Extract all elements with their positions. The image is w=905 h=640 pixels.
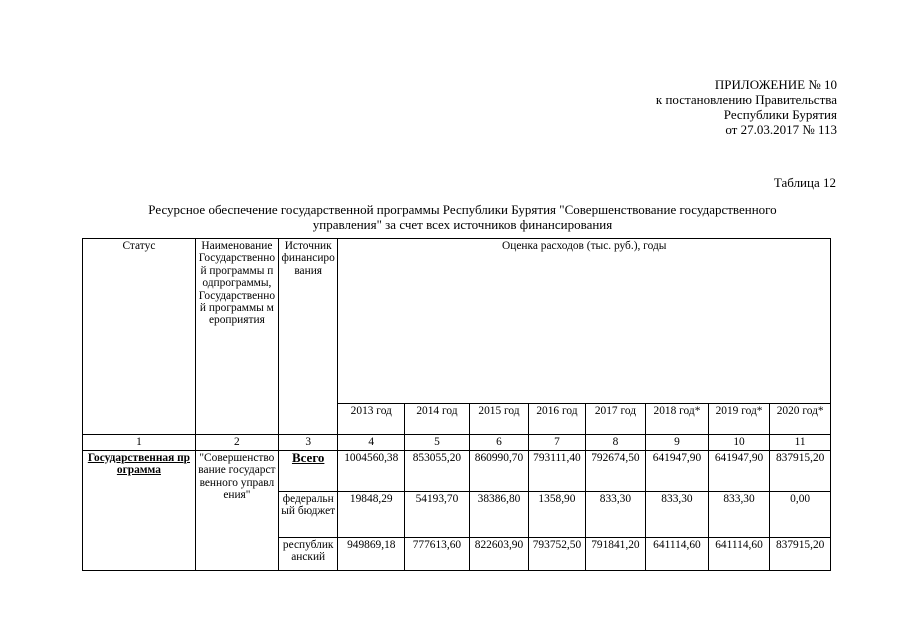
value-cell: 1358,90 (529, 492, 585, 538)
year-cell: 2016 год (529, 404, 585, 435)
column-number: 4 (338, 435, 405, 451)
value-cell: 837915,20 (770, 451, 831, 492)
column-numbers-row (83, 435, 831, 451)
value-cell: 791841,20 (585, 538, 646, 571)
value-cell: 54193,70 (405, 492, 470, 538)
value-cell: 641947,90 (708, 451, 770, 492)
column-number: 2 (195, 435, 278, 451)
year-cell: 2013 год (338, 404, 405, 435)
republic-name: Республики Бурятия (723, 107, 837, 122)
year-cell: 2018 год* (646, 404, 709, 435)
year-cell: 2020 год* (770, 404, 831, 435)
value-cell: 837915,20 (770, 538, 831, 571)
year-cell: 2015 год (469, 404, 529, 435)
value-cell: 833,30 (585, 492, 646, 538)
value-cell: 822603,90 (469, 538, 529, 571)
decree-reference: к постановлению Правительства (655, 92, 837, 107)
value-cell: 793752,50 (529, 538, 585, 571)
column-number: 6 (469, 435, 529, 451)
value-cell: 792674,50 (585, 451, 646, 492)
column-number: 1 (83, 435, 196, 451)
value-cell: 777613,60 (405, 538, 470, 571)
value-cell: 853055,20 (405, 451, 470, 492)
status-cell: Государственная программа (83, 451, 196, 571)
header-status: Статус (83, 239, 196, 435)
header-program-name: Наименование Государственной программы подпрограммы, Государственной программы мероприятия (195, 239, 278, 435)
decree-date: от 27.03.2017 № 113 (725, 122, 837, 137)
document-header (656, 77, 837, 137)
title-line-1: Ресурсное обеспечение государственной программы Республики Бурятия "Совершенствование государственного (148, 202, 777, 217)
column-number: 7 (529, 435, 585, 451)
column-number: 8 (585, 435, 646, 451)
source-republican: республиканский (278, 538, 338, 571)
source-federal: федеральный бюджет (278, 492, 338, 538)
value-cell: 19848,29 (338, 492, 405, 538)
value-cell: 833,30 (708, 492, 770, 538)
column-number: 9 (646, 435, 709, 451)
year-cell: 2014 год (405, 404, 470, 435)
value-cell: 38386,80 (469, 492, 529, 538)
value-cell: 949869,18 (338, 538, 405, 571)
resource-table (82, 238, 831, 571)
value-cell: 641114,60 (708, 538, 770, 571)
value-cell: 860990,70 (469, 451, 529, 492)
value-cell: 1004560,38 (338, 451, 405, 492)
column-number: 3 (278, 435, 338, 451)
value-cell: 0,00 (770, 492, 831, 538)
table-row-total (83, 451, 831, 492)
column-number: 5 (405, 435, 470, 451)
table-label: Таблица 12 (773, 175, 836, 190)
program-name-cell: "Совершенствование государственного управления" (195, 451, 278, 571)
year-cell: 2017 год (585, 404, 646, 435)
header-expense-estimate: Оценка расходов (тыс. руб.), годы (338, 239, 831, 404)
header-row (83, 239, 831, 404)
year-cell: 2019 год* (708, 404, 770, 435)
value-cell: 641947,90 (646, 451, 709, 492)
appendix-number: ПРИЛОЖЕНИЕ № 10 (714, 77, 837, 92)
title-line-2: управления" за счет всех источников финансирования (312, 217, 613, 232)
document-title (80, 202, 845, 232)
source-total: Всего (278, 451, 338, 492)
value-cell: 641114,60 (646, 538, 709, 571)
column-number: 11 (770, 435, 831, 451)
value-cell: 833,30 (646, 492, 709, 538)
header-funding-source: Источник финансирования (278, 239, 338, 435)
column-number: 10 (708, 435, 770, 451)
value-cell: 793111,40 (529, 451, 585, 492)
